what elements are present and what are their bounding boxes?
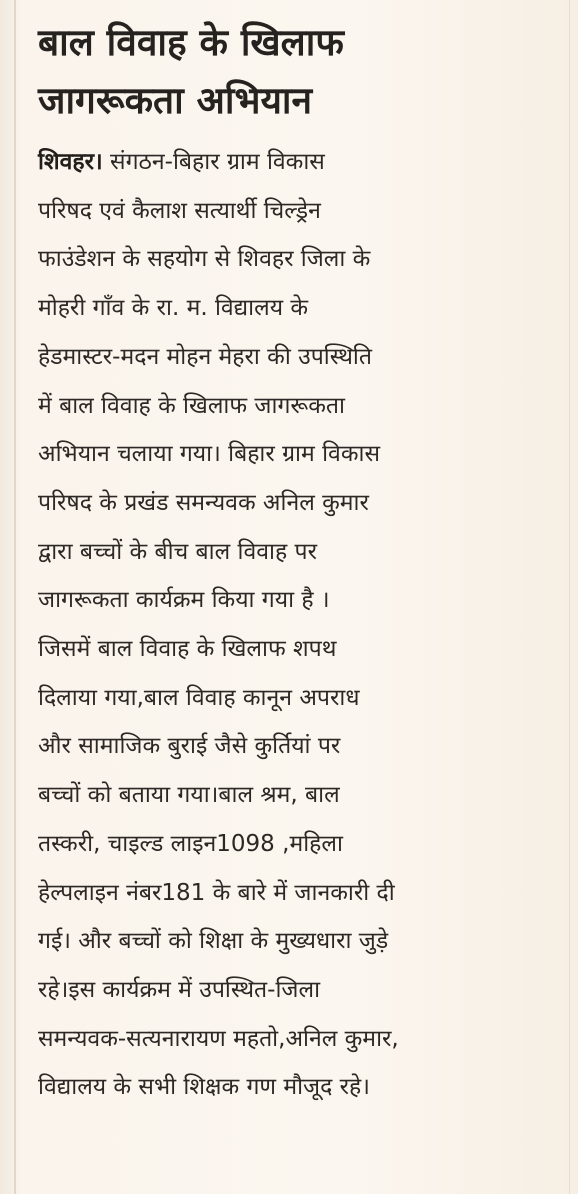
body-line-14: बच्चों को बताया गया।बाल श्रम, बाल: [38, 782, 340, 809]
body-line-11: जिसमें बाल विवाह के खिलाफ शपथ: [38, 636, 337, 663]
body-line-8: परिषद के प्रखंड समन्यवक अनिल कुमार: [38, 489, 369, 516]
column-divider: [14, 0, 16, 1194]
body-line-10: जागरूकता कार्यक्रम किया गया है ।: [38, 587, 330, 614]
body-line-9: द्वारा बच्चों के बीच बाल विवाह पर: [38, 538, 317, 565]
body-line-3: फाउंडेशन के सहयोग से शिवहर जिला के: [38, 246, 371, 273]
body-line-13: और सामाजिक बुराई जैसे कुर्तियां पर: [38, 733, 341, 760]
headline-line-1: बाल विवाह के खिलाफ: [38, 21, 344, 64]
clipping-edge: [569, 0, 570, 1194]
dateline: शिवहर।: [38, 149, 103, 175]
body-line-16: हेल्पलाइन नंबर181 के बारे में जानकारी दी: [38, 879, 395, 906]
body-line-6: में बाल विवाह के खिलाफ जागरूकता: [38, 392, 345, 419]
body-line-20: विद्यालय के सभी शिक्षक गण मौजूद रहे।: [38, 1074, 370, 1101]
body-line-18: रहे।इस कार्यक्रम में उपस्थित-जिला: [38, 976, 321, 1003]
body-line-4: मोहरी गाँव के रा. म. विद्यालय के: [38, 295, 309, 322]
body-line-7: अभियान चलाया गया। बिहार ग्राम विकास: [38, 441, 380, 468]
body-line-2: परिषद एवं कैलाश सत्यार्थी चिल्ड्रेन: [38, 197, 321, 224]
body-line-19: समन्यवक-सत्यनारायण महतो,अनिल कुमार,: [38, 1025, 399, 1052]
headline: [38, 14, 556, 130]
body-line-5: हेडमास्टर-मदन मोहन मेहरा की उपस्थिति: [38, 343, 372, 370]
headline-line-2: जागरूकता अभियान: [38, 79, 313, 122]
body-line-17: गई। और बच्चों को शिक्षा के मुख्यधारा जुड़े: [38, 928, 389, 955]
body-line-1-text: संगठन-बिहार ग्राम विकास: [102, 149, 325, 175]
body-line-1: [38, 138, 556, 187]
body-line-12: दिलाया गया,बाल विवाह कानून अपराध: [38, 684, 360, 711]
article-body: [38, 138, 556, 1112]
body-line-15: तस्करी, चाइल्ड लाइन1098 ,महिला: [38, 830, 343, 857]
